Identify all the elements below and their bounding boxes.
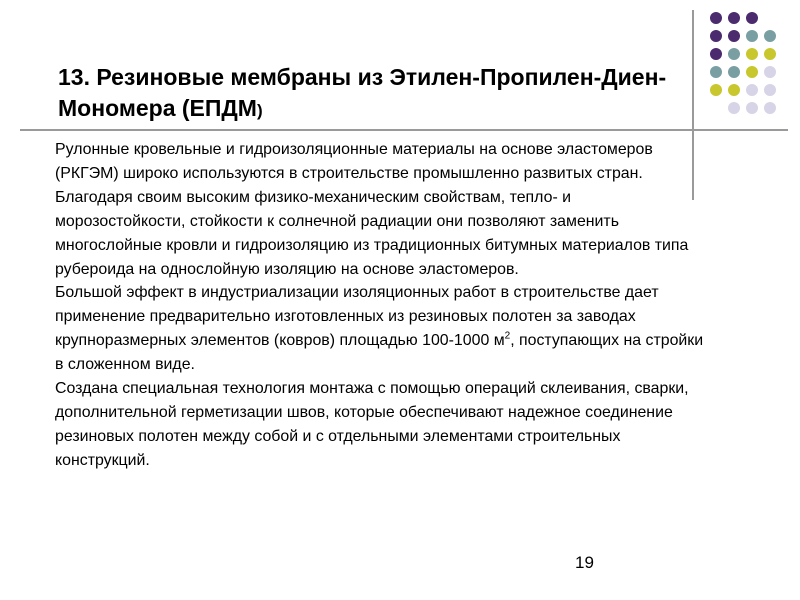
decorative-dot — [746, 102, 758, 114]
decorative-dot — [746, 66, 758, 78]
decorative-dot — [764, 30, 776, 42]
body-paragraph-1: Рулонные кровельные и гидроизоляционные материалы на основе эластомеров (РКГЭМ) широко используются в строительстве промышленно развитых стран. — [55, 141, 653, 182]
decorative-dot — [764, 66, 776, 78]
decorative-dot — [710, 84, 722, 96]
decorative-dot — [764, 84, 776, 96]
body-paragraph-3 — [55, 281, 705, 377]
horizontal-divider-line — [20, 129, 788, 131]
decorative-dot — [746, 30, 758, 42]
decorative-dot — [728, 66, 740, 78]
body-paragraph-3-tail: , поступающих на стройки в сложенном виде. — [55, 332, 704, 374]
decorative-dot — [764, 48, 776, 60]
slide-body — [55, 138, 705, 473]
slide-title-paren: ) — [256, 101, 263, 120]
decorative-dot — [746, 48, 758, 60]
decorative-dot — [710, 12, 722, 24]
page-number: 19 — [575, 553, 594, 572]
decorative-dot — [764, 102, 776, 114]
decorative-dot — [728, 102, 740, 114]
body-paragraph-2: Благодаря своим высоким физико-механическим свойствам, тепло- и морозостойкости, стойкости к солнечной радиации они позволяют заменить многослойные кровли и гидроизоляцию из традиционных битумных материалов типа рубероида на однослойную изоляцию на основе эластомеров. — [55, 188, 689, 278]
slide-title-main: 13. Резиновые мембраны из Этилен-Пропилен-Диен-Мономера (ЕПДМ — [58, 64, 667, 121]
body-paragraph-3-text: Большой эффект в индустриализации изоляционных работ в строительстве дает применение предварительно изготовленных из резиновых полотен за заводах крупноразмерных элементов (ковров) площадью 100-1000 м — [55, 284, 659, 350]
decorative-dot — [728, 12, 740, 24]
superscript-2: 2 — [504, 330, 511, 342]
decorative-dot — [710, 30, 722, 42]
decorative-dot — [728, 30, 740, 42]
decorative-dot — [746, 84, 758, 96]
slide-title — [58, 62, 688, 126]
decorative-dot — [746, 12, 758, 24]
decorative-dot — [710, 48, 722, 60]
decorative-dot — [728, 48, 740, 60]
body-paragraph-4: Создана специальная технология монтажа с помощью операций склеивания, сварки, дополнительной герметизации швов, которые обеспечивают надежное соединение резиновых полотен между собой и с отдельными элементами строительных конструкций. — [55, 380, 689, 469]
decorative-dot — [710, 66, 722, 78]
decorative-dot — [728, 84, 740, 96]
